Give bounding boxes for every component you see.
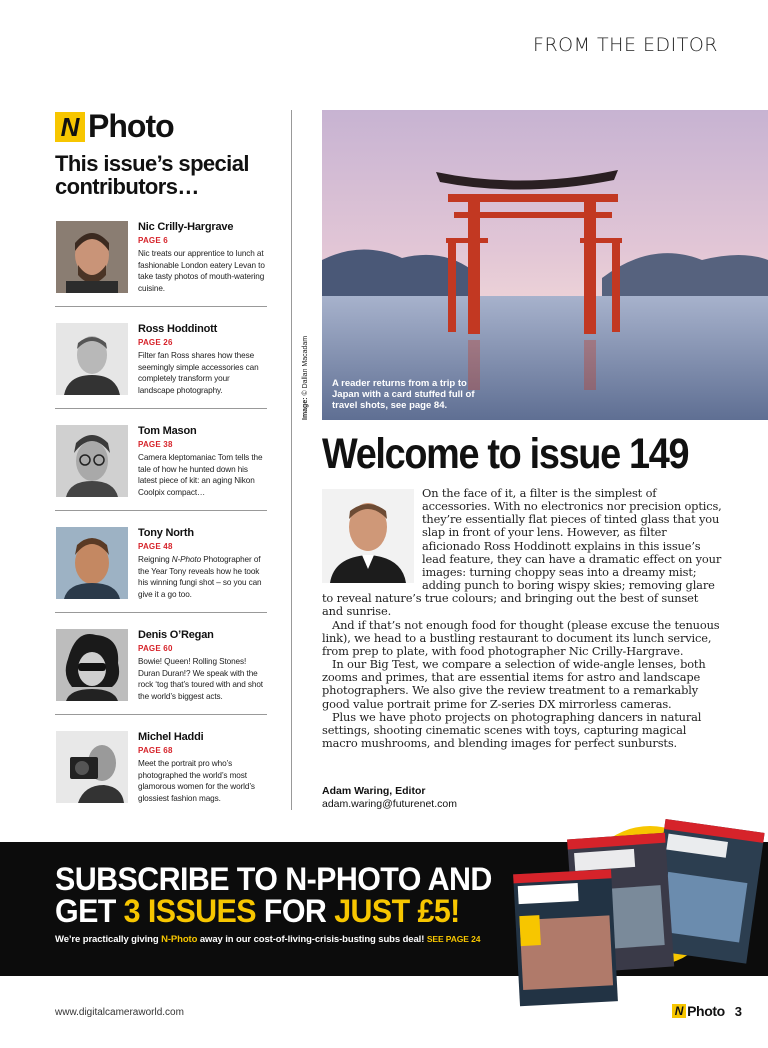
contributor-name: Ross Hoddinott — [138, 323, 218, 335]
contributor-name: Tony North — [138, 527, 194, 539]
banner-subline: We’re practically giving N-Photo away in our cost-of-living-crisis-busting subs deal! SEE PAGE 24 — [55, 934, 481, 945]
contributors-list — [55, 205, 267, 817]
editor-name: Adam Waring — [322, 785, 390, 797]
editor-email[interactable]: adam.waring@futurenet.com — [322, 798, 457, 810]
contributor-card — [55, 307, 267, 409]
contributor-page[interactable]: PAGE 68 — [138, 746, 173, 755]
magazine-covers-image — [500, 818, 768, 1008]
contributor-desc: Camera kleptomaniac Tom tells the tale of how he hunted down his latest piece of kit: an aging Nikon Coolpix compact… — [138, 453, 263, 497]
editor-signoff: Adam Waring, Editor adam.waring@futurenet.com — [322, 785, 457, 810]
contributor-card — [55, 205, 267, 307]
footer-brand — [672, 1003, 742, 1019]
nphoto-logo — [55, 108, 174, 145]
contributor-portrait — [56, 221, 128, 293]
article-paragraph: On the face of it, a filter is the simplest of accessories. With no electronics nor precision optics, they’re essentially flat pieces of tinted glass that you slap in front of your lens. However, as filter aficionado Ross Hoddinott explains in this issue’s lead feature, they can have a dramatic effect on your images: turning choppy seas into a dreamy mist; adding punch to boring wispy skies; removing glare to reveal nature’s true colours; and bringing out the best of sunset and sunrise. — [322, 486, 722, 619]
contributor-portrait — [56, 323, 128, 395]
contributor-card — [55, 613, 267, 715]
contributor-portrait — [56, 527, 128, 599]
footer-url[interactable]: www.digitalcameraworld.com — [55, 1007, 184, 1018]
contributor-card — [55, 409, 267, 511]
see-page-link[interactable]: SEE PAGE 24 — [426, 934, 481, 944]
footer-logo-word: Photo — [687, 1003, 725, 1019]
contributor-desc: Meet the portrait pro who’s photographed the world’s most glamorous women for the world’s glossiest fashion mags. — [138, 759, 255, 803]
contributor-desc: Nic treats our apprentice to lunch at fashionable London eatery Levan to take tasty photos of mouth-watering cuisine. — [138, 249, 265, 293]
contributor-name: Denis O’Regan — [138, 629, 214, 641]
contributor-name: Tom Mason — [138, 425, 197, 437]
contributor-page[interactable]: PAGE 6 — [138, 236, 168, 245]
hero-image-torii — [322, 110, 768, 420]
logo-word: Photo — [88, 108, 174, 144]
contributor-portrait — [56, 731, 128, 803]
logo-n-badge: N — [55, 112, 85, 142]
contributor-card — [55, 511, 267, 613]
footer-logo-n: N — [672, 1004, 686, 1018]
contributor-card — [55, 715, 267, 817]
column-divider — [291, 110, 292, 810]
article-paragraph: Plus we have photo projects on photographing dancers in natural settings, shooting cinematic scenes with toys, capturing magical macro mushrooms, and blending images for perfect sunbursts. — [322, 709, 702, 750]
contributor-page[interactable]: PAGE 26 — [138, 338, 173, 347]
banner-headline-1: SUBSCRIBE TO N-PHOTO AND — [55, 861, 492, 897]
article-paragraph: In our Big Test, we compare a selection of wide-angle lenses, both zooms and primes, that are essential items for astro and landscape photographers. We also give the review treatment to a remarkably good value portrait prime for Z-series DX mirrorless cameras. — [322, 657, 706, 711]
article-title: Welcome to issue 149 — [322, 430, 689, 478]
contributor-name: Michel Haddi — [138, 731, 204, 743]
contributor-page[interactable]: PAGE 38 — [138, 440, 173, 449]
page-number: 3 — [734, 1003, 742, 1019]
section-tag: FROM THE EDITOR — [533, 34, 718, 56]
contributor-portrait — [56, 629, 128, 701]
contributor-page[interactable]: PAGE 48 — [138, 542, 173, 551]
contributor-desc: Bowie! Queen! Rolling Stones! Duran Duran!? We speak with the rock ‘tog that’s toured with and shot the world’s biggest acts. — [138, 657, 263, 701]
contributors-heading: This issue’s special contributors… — [55, 151, 249, 199]
contributor-name: Nic Crilly-Hargrave — [138, 221, 234, 233]
article-body — [322, 487, 722, 750]
contributor-desc: Reigning N-Photo Photographer of the Year Tony reveals how he took his winning fungi shot – so you can give it a go too. — [138, 555, 262, 599]
hero-caption: A reader returns from a trip to Japan with a card stuffed full of travel shots, see page 84. — [332, 378, 475, 411]
article-paragraph: And if that’s not enough food for thought (please excuse the tenuous link), we head to a bustling restaurant to document its lunch service, from prep to plate, with food photographer Nic Crilly-Hargrave. — [322, 617, 720, 658]
image-credit: Image: © Dallan Macadam — [302, 335, 309, 420]
contributor-desc: Filter fan Ross shares how these seemingly simple accessories can completely transform your landscape photography. — [138, 351, 259, 395]
contributor-portrait — [56, 425, 128, 497]
banner-headline-2: GET 3 ISSUES FOR JUST £5! — [55, 893, 460, 929]
contributor-page[interactable]: PAGE 60 — [138, 644, 173, 653]
